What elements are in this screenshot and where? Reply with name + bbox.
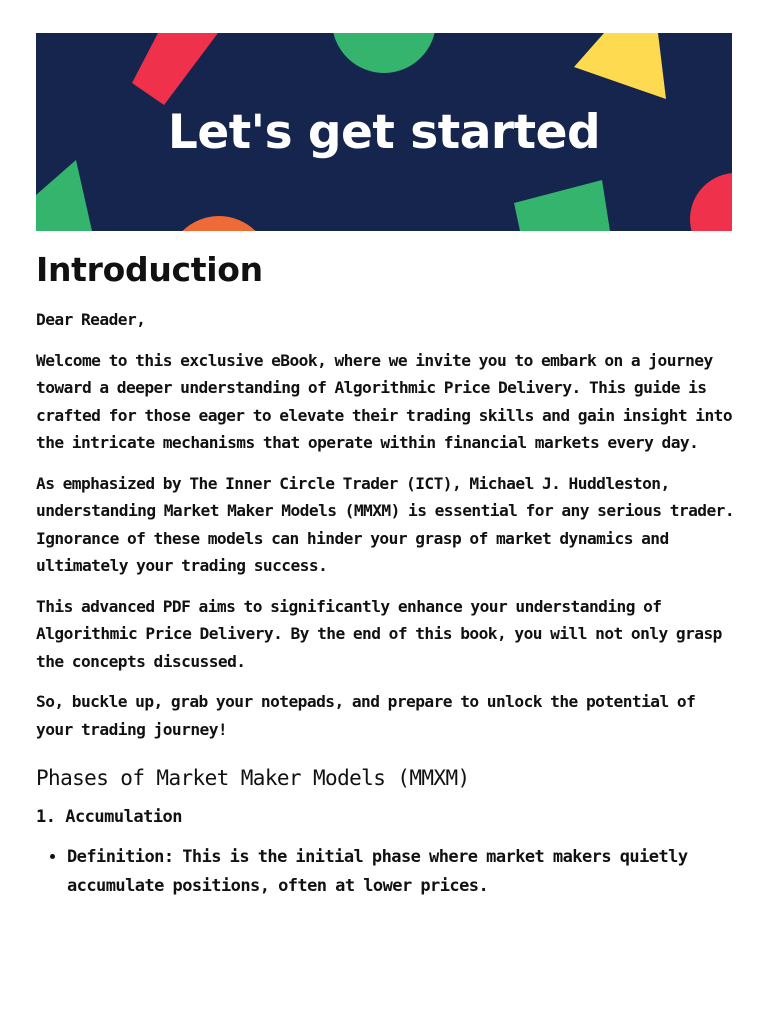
paragraph-buckle-up: So, buckle up, grab your notepads, and prepare to unlock the potential of your trading journey! bbox=[36, 692, 696, 739]
green-triangle-shape bbox=[36, 160, 92, 231]
paragraph-ict: As emphasized by The Inner Circle Trader (ICT), Michael J. Huddleston, understanding Market Maker Models (MMXM) is essential for any serious trader. Ignorance of these models can hinder your grasp of market dynamics and ultimately your trading success. bbox=[36, 473, 735, 575]
yellow-triangle-shape bbox=[574, 33, 666, 99]
green-circle-shape bbox=[332, 33, 436, 73]
banner-title: Let's get started bbox=[167, 105, 601, 160]
phase-accumulation-title: 1. Accumulation bbox=[36, 807, 183, 827]
red-rectangle-shape bbox=[132, 33, 218, 105]
paragraph-welcome: Welcome to this exclusive eBook, where we invite you to embark on a journey toward a deeper understanding of Algorithmic Price Delivery. This guide is crafted for those eager to elevate their trading skills and gain insight into the intricate mechanisms that operate within financial markets every day. bbox=[36, 350, 733, 452]
phases-heading: Phases of Market Maker Models (MMXM) bbox=[36, 766, 470, 790]
document-body bbox=[36, 248, 736, 901]
banner bbox=[36, 33, 732, 231]
orange-circle-shape bbox=[167, 216, 271, 231]
salutation: Dear Reader, bbox=[36, 310, 146, 329]
list-item: • Definition: This is the initial phase where market makers quietly accumulate positions, often at lower prices. bbox=[67, 843, 736, 901]
phase-accumulation-list bbox=[36, 843, 736, 901]
green-rectangle-shape bbox=[514, 180, 610, 231]
introduction-heading: Introduction bbox=[36, 250, 263, 289]
red-circle-shape bbox=[690, 173, 732, 231]
paragraph-advanced-pdf: This advanced PDF aims to significantly enhance your understanding of Algorithmic Price Delivery. By the end of this book, you will not only grasp the concepts discussed. bbox=[36, 596, 722, 671]
